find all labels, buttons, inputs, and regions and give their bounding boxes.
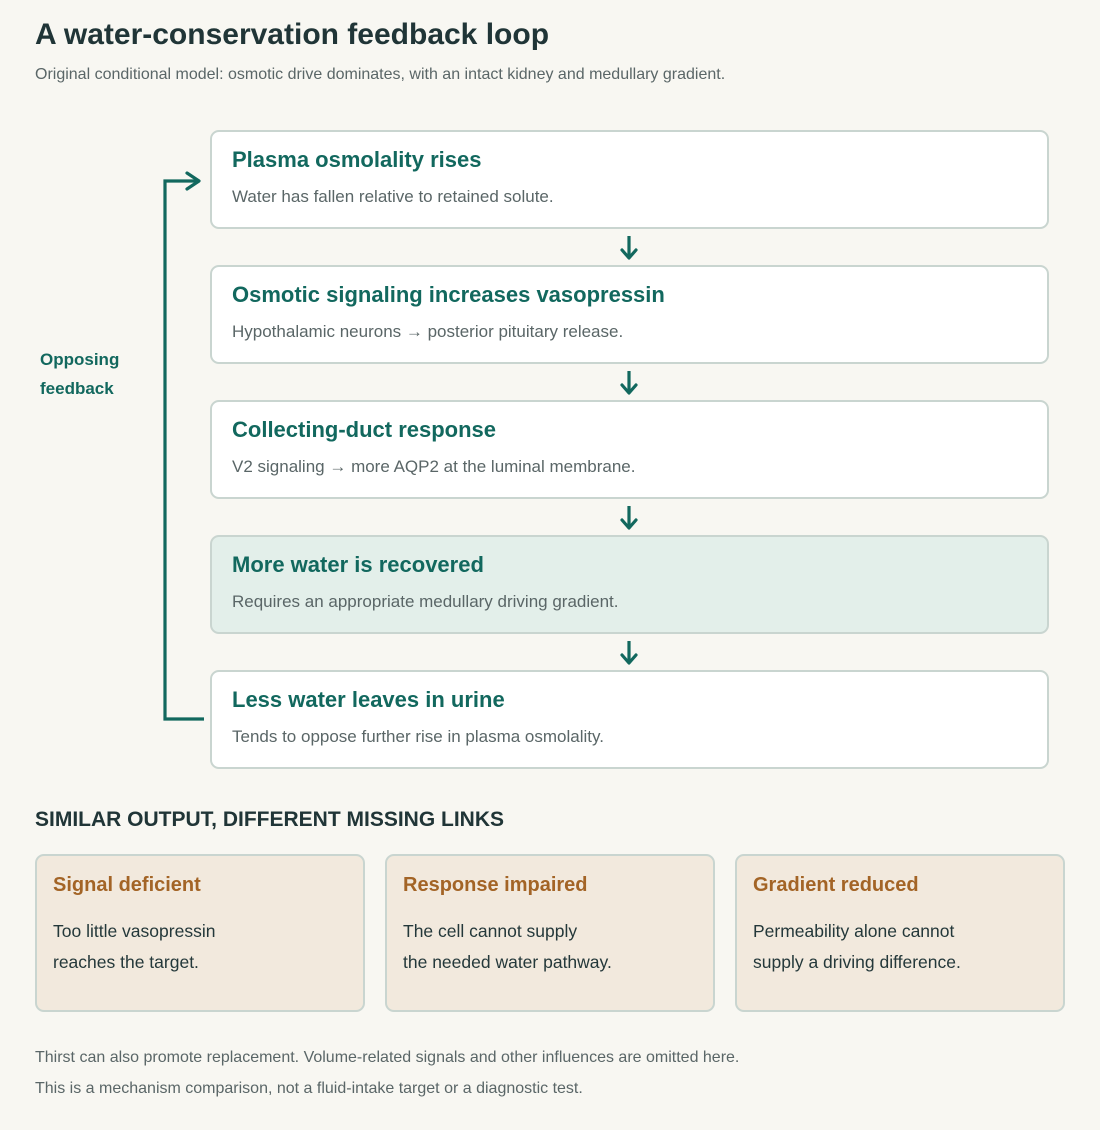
feedback-loop-arrow xyxy=(165,173,204,719)
step-description: V2 signaling → more AQP2 at the luminal membrane. xyxy=(232,457,636,476)
down-arrow-3 xyxy=(622,506,636,528)
card-gradient-reduced xyxy=(735,854,1065,1012)
footnote-disclaimer: This is a mechanism comparison, not a fluid-intake target or a diagnostic test. xyxy=(35,1080,583,1097)
footnote-thirst: Thirst can also promote replacement. Volume-related signals and other influences are omitted here. xyxy=(35,1049,740,1066)
step-title: More water is recovered xyxy=(232,552,484,577)
step-description: Hypothalamic neurons → posterior pituitary release. xyxy=(232,322,624,341)
card-text-line: The cell cannot supply xyxy=(403,921,578,941)
down-arrow-2 xyxy=(622,371,636,393)
step-title: Collecting-duct response xyxy=(232,417,497,442)
step-title: Less water leaves in urine xyxy=(232,687,505,712)
card-text-line: Too little vasopressin xyxy=(53,921,216,941)
page-title: A water-conservation feedback loop xyxy=(35,18,550,51)
feedback-label-line-2: feedback xyxy=(40,379,114,398)
step-title: Plasma osmolality rises xyxy=(232,147,482,172)
step-description: Water has fallen relative to retained solute. xyxy=(232,187,554,206)
card-text-line: Permeability alone cannot xyxy=(753,921,955,941)
card-description xyxy=(403,916,612,978)
card-title: Response impaired xyxy=(403,874,588,896)
card-description xyxy=(753,916,961,978)
card-text-line: reaches the target. xyxy=(53,952,199,972)
step-description: Requires an appropriate medullary driving gradient. xyxy=(232,592,619,611)
card-response-impaired xyxy=(385,854,715,1012)
card-title: Signal deficient xyxy=(53,874,201,896)
step-less-urine-water xyxy=(210,670,1049,769)
feedback-label-line-1: Opposing xyxy=(40,350,120,369)
card-text-line: the needed water pathway. xyxy=(403,952,612,972)
step-plasma-osmolality xyxy=(210,130,1049,229)
card-description xyxy=(53,916,215,978)
step-water-recovered xyxy=(210,535,1049,634)
card-title: Gradient reduced xyxy=(753,874,919,896)
step-vasopressin xyxy=(210,265,1049,364)
step-description: Tends to oppose further rise in plasma osmolality. xyxy=(232,727,604,746)
comparison-heading: SIMILAR OUTPUT, DIFFERENT MISSING LINKS xyxy=(35,808,505,831)
card-text-line: supply a driving difference. xyxy=(753,952,961,972)
step-title: Osmotic signaling increases vasopressin xyxy=(232,282,665,307)
card-signal-deficient xyxy=(35,854,365,1012)
step-collecting-duct xyxy=(210,400,1049,499)
page-subtitle: Original conditional model: osmotic drive dominates, with an intact kidney and medullary gradient. xyxy=(35,66,726,83)
down-arrow-4 xyxy=(622,641,636,663)
feedback-label xyxy=(40,345,119,403)
down-arrow-1 xyxy=(622,236,636,258)
